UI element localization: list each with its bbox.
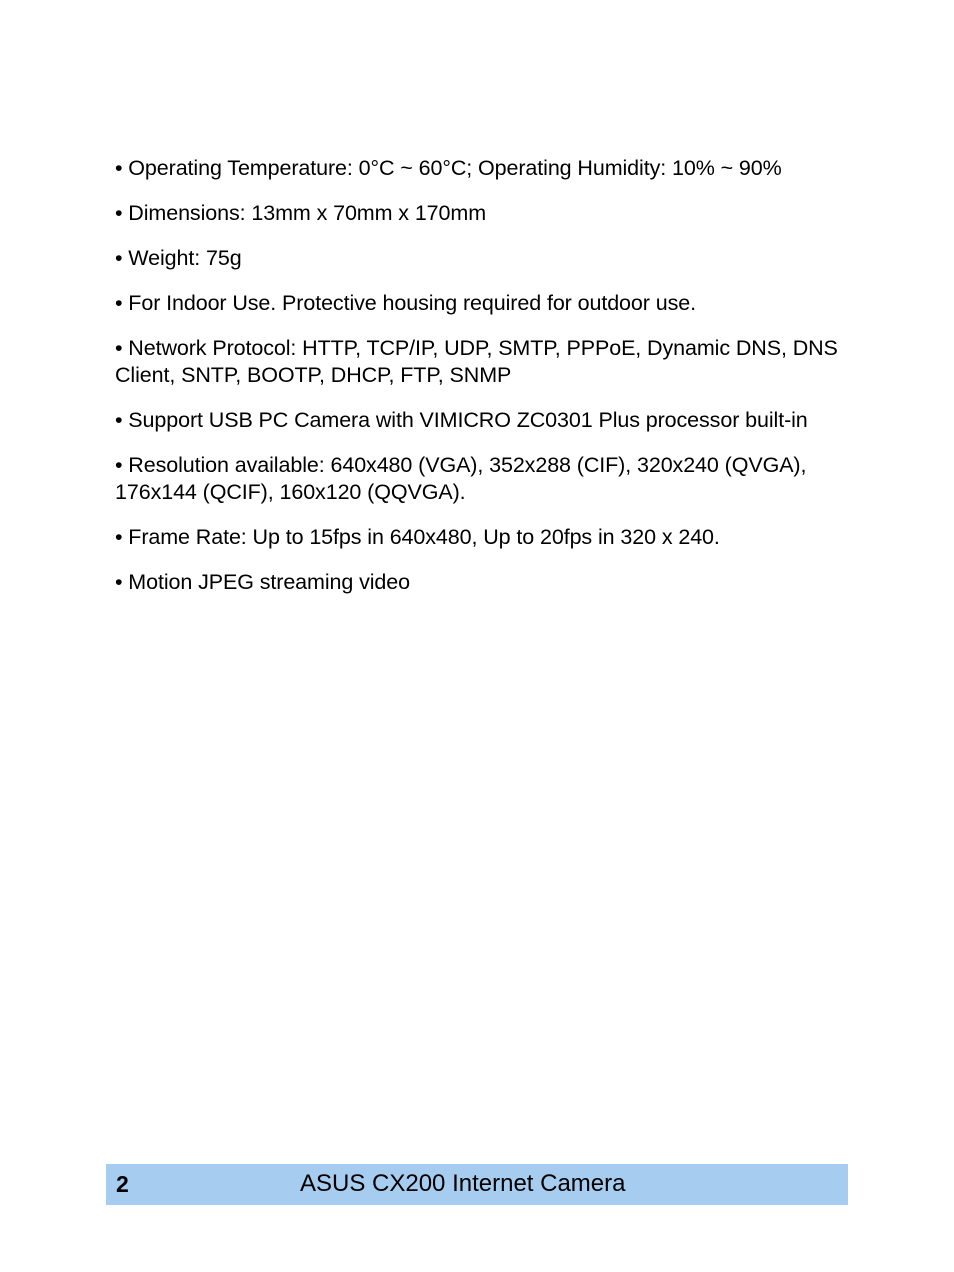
page-footer xyxy=(106,1164,848,1205)
page-number: 2 xyxy=(116,1171,129,1197)
spec-network-protocol: • Network Protocol: HTTP, TCP/IP, UDP, SMTP, PPPoE, Dynamic DNS, DNS Client, SNTP, BOOTP, DHCP, FTP, SNMP xyxy=(115,336,838,387)
spec-motion-jpeg: • Motion JPEG streaming video xyxy=(115,570,411,594)
spec-resolution: • Resolution available: 640x480 (VGA), 352x288 (CIF), 320x240 (QVGA), 176x144 (QCIF), 160x120 (QQVGA). xyxy=(115,453,807,504)
document-title: ASUS CX200 Internet Camera xyxy=(300,1170,626,1197)
spec-operating-conditions: • Operating Temperature: 0°C ~ 60°C; Operating Humidity: 10% ~ 90% xyxy=(115,156,782,180)
specification-list xyxy=(115,155,850,614)
spec-indoor-use: • For Indoor Use. Protective housing required for outdoor use. xyxy=(115,291,696,315)
spec-dimensions: • Dimensions: 13mm x 70mm x 170mm xyxy=(115,201,487,225)
spec-usb-camera-support: • Support USB PC Camera with VIMICRO ZC0301 Plus processor built-in xyxy=(115,408,808,432)
spec-frame-rate: • Frame Rate: Up to 15fps in 640x480, Up to 20fps in 320 x 240. xyxy=(115,525,720,549)
spec-weight: • Weight: 75g xyxy=(115,246,242,270)
